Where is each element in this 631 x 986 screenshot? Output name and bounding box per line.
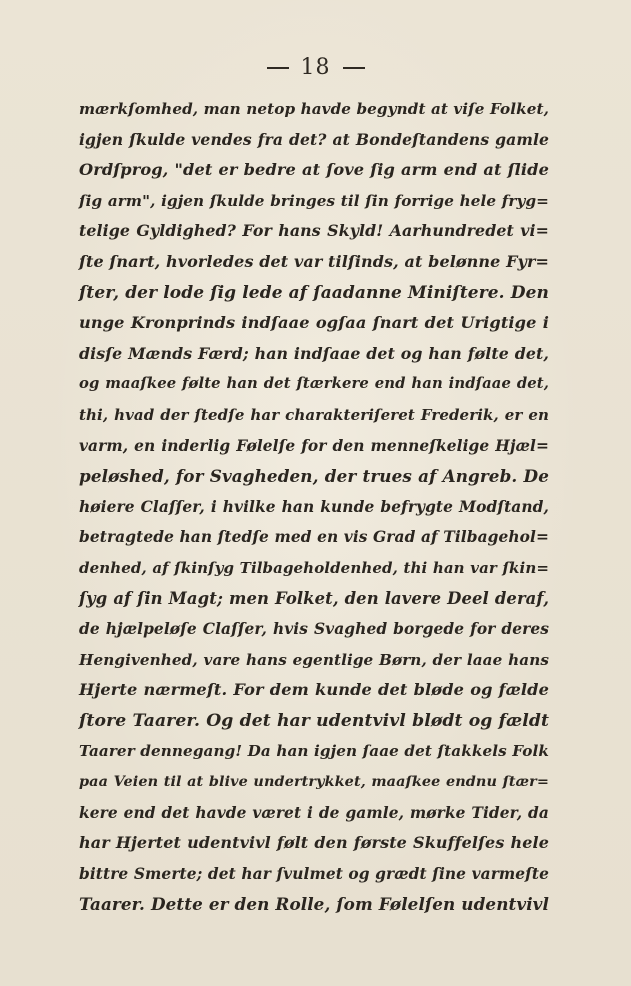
text-line: disſe Mænds Færd; han indſaae det og han følte det,	[79, 343, 549, 363]
text-line: ſtore Taarer. Og det har udentvivl blødt og fældt	[79, 710, 549, 731]
left-dash	[267, 67, 289, 69]
text-line: ſte ſnart, hvorledes det var tilſinds, at belønne Fyr=	[79, 251, 549, 271]
text-line: de hjælpeløſe Claſſer, hvis Svaghed borgede for deres	[79, 620, 549, 639]
text-line: ſyg af ſin Magt; men Folket, den lavere Deel deraf,	[79, 588, 549, 608]
text-line: ſter, der lode ſig lede af ſaadanne Miniſtere. Den	[79, 282, 549, 303]
text-line: varm, en inderlig Følelſe for den menneſkelige Hjæl=	[79, 436, 549, 455]
body-text	[79, 94, 549, 920]
text-line: kere end det havde været i de gamle, mørke Tider, da	[79, 803, 549, 822]
text-line: denhed, af ſkinſyg Tilbageholdenhed, thi han var ſkin=	[79, 558, 549, 577]
text-line: og maaſkee følte han det ſtærkere end han indſaae det,	[79, 375, 549, 393]
text-line: høiere Claſſer, i hvilke han kunde befrygte Modſtand,	[79, 497, 549, 516]
text-line: Hengivenhed, vare hans egentlige Børn, der laae hans	[79, 650, 549, 669]
page-number	[0, 55, 631, 80]
text-line: Taarer. Dette er den Rolle, ſom Følelſen udentvivl	[79, 894, 549, 915]
text-line: igjen ſkulde vendes fra det? at Bondeſtandens gamle	[79, 129, 549, 149]
text-line: thi, hvad der ſtedſe har charakteriſeret Frederik, er en	[79, 405, 549, 424]
text-line: betragtede han ſtedſe med en vis Grad af Tilbagehol=	[79, 528, 549, 547]
text-line: Ordſprog, "det er bedre at ſove ſig arm end at ſlide	[79, 160, 549, 180]
right-dash	[343, 67, 365, 69]
text-line: Taarer dennegang! Da han igjen ſaae det ſtakkels Folk	[79, 742, 549, 761]
text-line: peløshed, for Svagheden, der trues af Angreb. De	[79, 466, 549, 487]
text-line: Hjerte nærmeſt. For dem kunde det bløde og fælde	[79, 680, 549, 700]
text-line: paa Veien til at blive undertrykket, maaſkee endnu ſtær=	[79, 773, 549, 791]
page-number-value: 18	[300, 55, 331, 80]
text-line: telige Gyldighed? For hans Skyld! Aarhundredet vi=	[79, 221, 549, 241]
text-line: har Hjertet udentvivl følt den første Skuffelſes hele	[79, 833, 549, 853]
text-line: ſig arm", igjen ſkulde bringes til ſin forrige hele fryg=	[79, 191, 549, 210]
text-line: bittre Smerte; det har ſvulmet og grædt ſine varmeſte	[79, 864, 549, 883]
text-line: mærkſomhed, man netop havde begyndt at viſe Folket,	[79, 100, 550, 118]
text-line: unge Kronprinds indſaae ogſaa ſnart det Urigtige i	[79, 313, 549, 333]
